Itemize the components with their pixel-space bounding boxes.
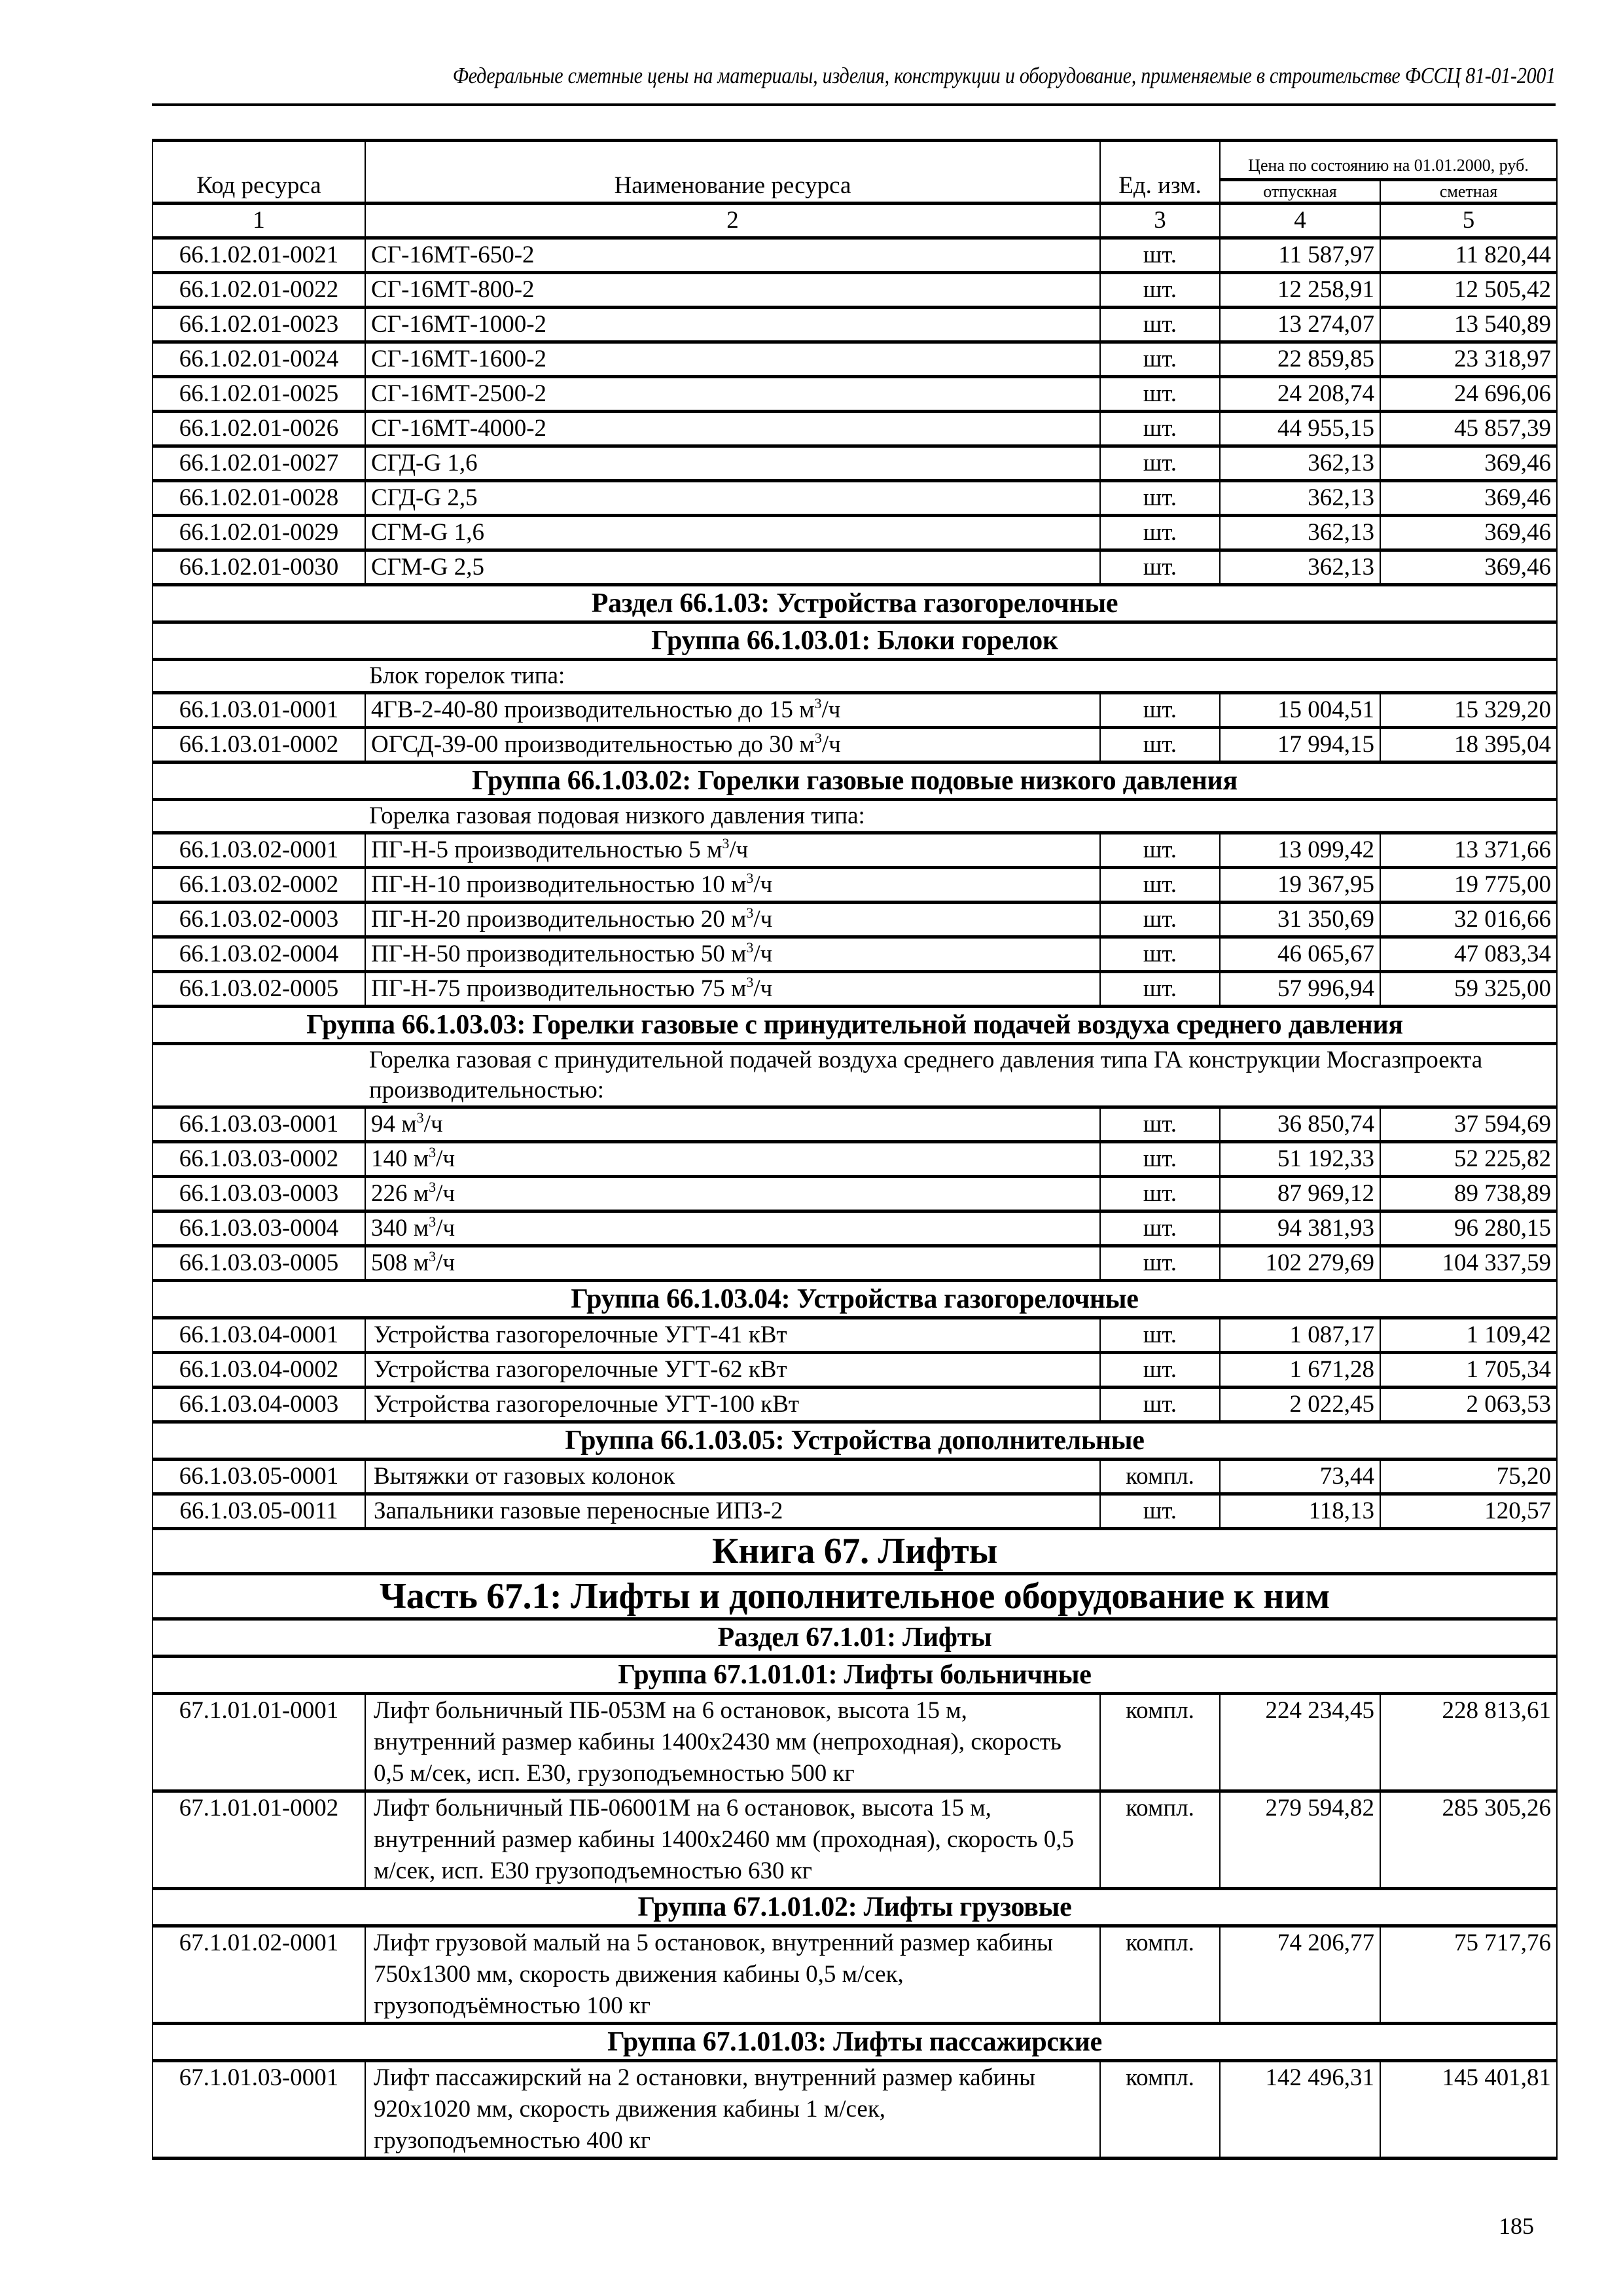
resource-name-text: Лифт больничный ПБ-053М на 6 остановок, высота 15 м, внутренний размер кабины 1400х2430 мм (непроходная), скорость 0,5 м/сек, исп. Е30, грузоподъемностью 500 кг [374, 1697, 1061, 1787]
unit-of-measure: компл. [1100, 1460, 1220, 1494]
unit-exponent: 3 [429, 1248, 437, 1265]
table-row [152, 1388, 1557, 1422]
resource-name-text: СГМ-G 1,6 [371, 519, 485, 546]
unit-of-measure: шт. [1100, 238, 1220, 273]
release-price: 1 671,28 [1220, 1353, 1380, 1388]
resource-name-text: ПГ-Н-75 производительностью 75 м [371, 975, 747, 1002]
release-price: 19 367,95 [1220, 868, 1380, 903]
resource-name-text: СГ-16МТ-2500-2 [371, 380, 547, 407]
resource-code: 66.1.03.03-0005 [152, 1246, 365, 1281]
group-note: Горелка газовая подовая низкого давления типа: [152, 800, 1557, 833]
estimate-price: 32 016,66 [1380, 903, 1557, 937]
table-row [152, 412, 1557, 446]
resource-code: 66.1.03.01-0002 [152, 728, 365, 762]
release-price: 362,13 [1220, 550, 1380, 585]
estimate-price: 369,46 [1380, 446, 1557, 481]
estimate-price: 37 594,69 [1380, 1107, 1557, 1142]
estimate-price: 120,57 [1380, 1494, 1557, 1529]
table-row [152, 1107, 1557, 1142]
resource-name [365, 728, 1100, 762]
unit-suffix: /ч [753, 975, 773, 1002]
group-heading-row [152, 1889, 1557, 1926]
resource-name-text: Лифт больничный ПБ-06001М на 6 остановок, высота 15 м, внутренний размер кабины 1400х2460 мм (проходная), скорость 0,5 м/сек, исп. Е30 грузоподъемностью 630 кг [374, 1795, 1075, 1884]
unit-exponent: 3 [722, 835, 730, 852]
estimate-price: 23 318,97 [1380, 342, 1557, 377]
table-row [152, 1142, 1557, 1177]
group-note: Блок горелок типа: [152, 660, 1557, 693]
table-row [152, 377, 1557, 412]
group-heading-row [152, 2024, 1557, 2061]
table-row [152, 1318, 1557, 1353]
table-row [152, 2061, 1557, 2159]
estimate-price: 47 083,34 [1380, 937, 1557, 972]
resource-name-text: СГМ-G 2,5 [371, 554, 485, 581]
release-price: 224 234,45 [1220, 1694, 1380, 1791]
resource-code: 66.1.03.05-0011 [152, 1494, 365, 1529]
group-note-row [152, 660, 1557, 693]
group-note-row [152, 1044, 1557, 1107]
estimate-price: 52 225,82 [1380, 1142, 1557, 1177]
estimate-price: 285 305,26 [1380, 1791, 1557, 1889]
resource-name-text: СГ-16МТ-800-2 [371, 276, 535, 303]
release-price: 142 496,31 [1220, 2061, 1380, 2159]
resource-name [365, 1211, 1100, 1246]
unit-of-measure: шт. [1100, 1142, 1220, 1177]
unit-of-measure: шт. [1100, 1107, 1220, 1142]
release-price: 74 206,77 [1220, 1926, 1380, 2024]
release-price: 118,13 [1220, 1494, 1380, 1529]
release-price: 73,44 [1220, 1460, 1380, 1494]
release-price: 87 969,12 [1220, 1177, 1380, 1211]
release-price: 279 594,82 [1220, 1791, 1380, 1889]
table-header-row [152, 141, 1557, 180]
unit-suffix: /ч [423, 1111, 443, 1138]
resource-name [365, 550, 1100, 585]
resource-name-text: СГ-16МТ-1600-2 [371, 346, 547, 372]
resource-code: 67.1.01.01-0001 [152, 1694, 365, 1791]
group-heading-row [152, 1619, 1557, 1657]
estimate-price: 96 280,15 [1380, 1211, 1557, 1246]
unit-exponent: 3 [429, 1144, 437, 1160]
resource-name [365, 1318, 1100, 1353]
unit-of-measure: шт. [1100, 516, 1220, 550]
resource-code: 67.1.01.03-0001 [152, 2061, 365, 2159]
unit-suffix: /ч [753, 906, 773, 933]
unit-exponent: 3 [814, 695, 822, 711]
section-heading: Часть 67.1: Лифты и дополнительное оборудование к ним [152, 1574, 1557, 1619]
unit-of-measure: шт. [1100, 550, 1220, 585]
resource-name-text: Запальники газовые переносные ИПЗ-2 [374, 1498, 783, 1524]
estimate-price: 75 717,76 [1380, 1926, 1557, 2024]
release-price: 46 065,67 [1220, 937, 1380, 972]
header-price-release: отпускная [1220, 180, 1380, 204]
group-note: Горелка газовая с принудительной подачей воздуха среднего давления типа ГА конструкции Мосгазпроекта производительностью: [152, 1044, 1557, 1107]
table-row [152, 937, 1557, 972]
estimate-price: 59 325,00 [1380, 972, 1557, 1007]
table-row [152, 1460, 1557, 1494]
estimate-price: 15 329,20 [1380, 693, 1557, 728]
resource-name [365, 1177, 1100, 1211]
release-price: 13 099,42 [1220, 833, 1380, 868]
estimate-price: 13 371,66 [1380, 833, 1557, 868]
header-name: Наименование ресурса [365, 141, 1100, 204]
section-heading: Группа 66.1.03.03: Горелки газовые с принудительной подачей воздуха среднего давления [152, 1007, 1557, 1044]
release-price: 17 994,15 [1220, 728, 1380, 762]
header-price-group: Цена по состоянию на 01.01.2000, руб. [1220, 141, 1557, 180]
section-heading: Группа 67.1.01.02: Лифты грузовые [152, 1889, 1557, 1926]
release-price: 362,13 [1220, 516, 1380, 550]
unit-exponent: 3 [746, 905, 754, 921]
resource-name [365, 1926, 1100, 2024]
unit-of-measure: шт. [1100, 1494, 1220, 1529]
table-row [152, 972, 1557, 1007]
unit-of-measure: шт. [1100, 972, 1220, 1007]
unit-suffix: /ч [436, 1215, 455, 1242]
resource-name [365, 693, 1100, 728]
resource-name-text: 140 м [371, 1145, 429, 1172]
table-row [152, 868, 1557, 903]
unit-of-measure: шт. [1100, 481, 1220, 516]
resource-code: 66.1.02.01-0025 [152, 377, 365, 412]
resource-code: 66.1.02.01-0026 [152, 412, 365, 446]
estimate-price: 75,20 [1380, 1460, 1557, 1494]
section-heading: Группа 66.1.03.05: Устройства дополнительные [152, 1422, 1557, 1460]
unit-suffix: /ч [436, 1145, 455, 1172]
table-row [152, 1353, 1557, 1388]
resource-code: 66.1.03.03-0003 [152, 1177, 365, 1211]
resource-name [365, 446, 1100, 481]
resource-name [365, 2061, 1100, 2159]
release-price: 51 192,33 [1220, 1142, 1380, 1177]
header-unit: Ед. изм. [1100, 141, 1220, 204]
resource-name-text: Устройства газогорелочные УГТ-100 кВт [374, 1391, 800, 1418]
resource-name-text: Лифт пассажирский на 2 остановки, внутренний размер кабины 920х1020 мм, скорость движения кабины 1 м/сек, грузоподъемностью 400 кг [374, 2064, 1035, 2154]
estimate-price: 369,46 [1380, 481, 1557, 516]
resource-code: 66.1.02.01-0027 [152, 446, 365, 481]
resource-name-text: 340 м [371, 1215, 429, 1242]
resource-code: 66.1.03.03-0001 [152, 1107, 365, 1142]
table-row [152, 238, 1557, 273]
release-price: 22 859,85 [1220, 342, 1380, 377]
resource-name [365, 1107, 1100, 1142]
estimate-price: 19 775,00 [1380, 868, 1557, 903]
section-heading: Группа 66.1.03.02: Горелки газовые подовые низкого давления [152, 762, 1557, 800]
release-price: 36 850,74 [1220, 1107, 1380, 1142]
table-row [152, 550, 1557, 585]
resource-name [365, 273, 1100, 308]
release-price: 15 004,51 [1220, 693, 1380, 728]
resource-name [365, 1791, 1100, 1889]
resource-name-text: 226 м [371, 1180, 429, 1207]
unit-exponent: 3 [429, 1179, 437, 1195]
unit-of-measure: шт. [1100, 308, 1220, 342]
unit-of-measure: шт. [1100, 1318, 1220, 1353]
estimate-price: 45 857,39 [1380, 412, 1557, 446]
part-heading-row [152, 1574, 1557, 1619]
group-heading-row [152, 622, 1557, 660]
release-price: 94 381,93 [1220, 1211, 1380, 1246]
estimate-price: 369,46 [1380, 550, 1557, 585]
resource-name [365, 1142, 1100, 1177]
resource-name [365, 377, 1100, 412]
unit-of-measure: шт. [1100, 868, 1220, 903]
resource-code: 67.1.01.02-0001 [152, 1926, 365, 2024]
unit-of-measure: шт. [1100, 903, 1220, 937]
estimate-price: 11 820,44 [1380, 238, 1557, 273]
unit-of-measure: шт. [1100, 728, 1220, 762]
release-price: 102 279,69 [1220, 1246, 1380, 1281]
section-heading: Раздел 67.1.01: Лифты [152, 1619, 1557, 1657]
resource-name-text: СГ-16МТ-650-2 [371, 242, 535, 268]
unit-of-measure: шт. [1100, 377, 1220, 412]
resource-name [365, 481, 1100, 516]
estimate-price: 18 395,04 [1380, 728, 1557, 762]
column-number: 2 [365, 204, 1100, 238]
unit-of-measure: шт. [1100, 1211, 1220, 1246]
unit-of-measure: шт. [1100, 1246, 1220, 1281]
section-heading: Группа 67.1.01.03: Лифты пассажирские [152, 2024, 1557, 2061]
column-number: 3 [1100, 204, 1220, 238]
estimate-price: 104 337,59 [1380, 1246, 1557, 1281]
header-price-estimate: сметная [1380, 180, 1557, 204]
header-rule [152, 103, 1556, 106]
estimate-price: 89 738,89 [1380, 1177, 1557, 1211]
unit-exponent: 3 [746, 974, 754, 990]
resource-name [365, 1460, 1100, 1494]
resource-name-text: Лифт грузовой малый на 5 остановок, внутренний размер кабины 750х1300 мм, скорость движения кабины 0,5 м/сек, грузоподъёмностью 100 кг [374, 1929, 1054, 2019]
unit-of-measure: шт. [1100, 937, 1220, 972]
resource-name-text: Устройства газогорелочные УГТ-62 кВт [374, 1356, 787, 1383]
group-heading-row [152, 762, 1557, 800]
unit-exponent: 3 [416, 1109, 424, 1126]
unit-of-measure: компл. [1100, 2061, 1220, 2159]
resource-name-text: ОГСД-39-00 производительностью до 30 м [371, 731, 815, 758]
resource-code: 66.1.03.05-0001 [152, 1460, 365, 1494]
resource-name-text: Вытяжки от газовых колонок [374, 1463, 675, 1490]
unit-exponent: 3 [746, 870, 754, 886]
table-row [152, 833, 1557, 868]
unit-of-measure: шт. [1100, 1177, 1220, 1211]
table-row [152, 1246, 1557, 1281]
resource-name [365, 1246, 1100, 1281]
group-heading-row [152, 585, 1557, 622]
table-row [152, 1926, 1557, 2024]
release-price: 362,13 [1220, 446, 1380, 481]
unit-exponent: 3 [746, 939, 754, 956]
estimate-price: 12 505,42 [1380, 273, 1557, 308]
section-heading: Группа 66.1.03.01: Блоки горелок [152, 622, 1557, 660]
resource-code: 66.1.03.01-0001 [152, 693, 365, 728]
resource-name [365, 1388, 1100, 1422]
resource-code: 66.1.03.02-0004 [152, 937, 365, 972]
table-row [152, 693, 1557, 728]
table-row [152, 308, 1557, 342]
unit-of-measure: шт. [1100, 273, 1220, 308]
table-row [152, 481, 1557, 516]
unit-of-measure: компл. [1100, 1791, 1220, 1889]
resource-name [365, 868, 1100, 903]
resource-name [365, 308, 1100, 342]
unit-exponent: 3 [429, 1213, 437, 1230]
unit-of-measure: компл. [1100, 1694, 1220, 1791]
estimate-price: 1 705,34 [1380, 1353, 1557, 1388]
unit-of-measure: шт. [1100, 1388, 1220, 1422]
table-row [152, 1177, 1557, 1211]
table-row [152, 1211, 1557, 1246]
resource-name [365, 972, 1100, 1007]
group-note-row [152, 800, 1557, 833]
unit-suffix: /ч [729, 836, 749, 863]
resource-code: 66.1.03.04-0003 [152, 1388, 365, 1422]
resource-code: 66.1.03.02-0002 [152, 868, 365, 903]
release-price: 11 587,97 [1220, 238, 1380, 273]
table-row [152, 273, 1557, 308]
section-heading: Книга 67. Лифты [152, 1529, 1557, 1574]
unit-suffix: /ч [436, 1180, 455, 1207]
resource-code: 66.1.02.01-0023 [152, 308, 365, 342]
group-heading-row [152, 1422, 1557, 1460]
running-header: Федеральные сметные цены на материалы, изделия, конструкции и оборудование, применяемые в строительстве ФССЦ 81-01-2001 [452, 63, 1556, 88]
resource-code: 66.1.02.01-0024 [152, 342, 365, 377]
unit-of-measure: шт. [1100, 833, 1220, 868]
unit-suffix: /ч [821, 696, 841, 723]
release-price: 13 274,07 [1220, 308, 1380, 342]
resource-code: 66.1.03.03-0002 [152, 1142, 365, 1177]
resource-name-text: СГ-16МТ-4000-2 [371, 415, 547, 442]
table-row [152, 903, 1557, 937]
resource-code: 66.1.02.01-0029 [152, 516, 365, 550]
resource-code: 66.1.03.04-0002 [152, 1353, 365, 1388]
section-heading: Раздел 66.1.03: Устройства газогорелочные [152, 585, 1557, 622]
unit-suffix: /ч [753, 871, 773, 898]
resource-code: 66.1.03.03-0004 [152, 1211, 365, 1246]
resource-code: 66.1.03.02-0001 [152, 833, 365, 868]
column-numbers-row [152, 204, 1557, 238]
header-code: Код ресурса [152, 141, 365, 204]
table-row [152, 342, 1557, 377]
release-price: 44 955,15 [1220, 412, 1380, 446]
unit-of-measure: шт. [1100, 342, 1220, 377]
group-heading-row [152, 1657, 1557, 1694]
resource-name-text: СГД-G 1,6 [371, 450, 478, 476]
release-price: 362,13 [1220, 481, 1380, 516]
estimate-price: 13 540,89 [1380, 308, 1557, 342]
unit-of-measure: шт. [1100, 1353, 1220, 1388]
estimate-price: 24 696,06 [1380, 377, 1557, 412]
column-number: 4 [1220, 204, 1380, 238]
resource-name [365, 238, 1100, 273]
unit-of-measure: шт. [1100, 693, 1220, 728]
release-price: 12 258,91 [1220, 273, 1380, 308]
resource-code: 66.1.03.02-0005 [152, 972, 365, 1007]
unit-of-measure: компл. [1100, 1926, 1220, 2024]
estimate-price: 2 063,53 [1380, 1388, 1557, 1422]
section-heading: Группа 66.1.03.04: Устройства газогорелочные [152, 1281, 1557, 1318]
resource-name-text: ПГ-Н-10 производительностью 10 м [371, 871, 747, 898]
unit-exponent: 3 [814, 730, 822, 746]
resource-name-text: СГД-G 2,5 [371, 484, 478, 511]
table-row [152, 516, 1557, 550]
column-number: 1 [152, 204, 365, 238]
resource-code: 66.1.03.04-0001 [152, 1318, 365, 1353]
unit-suffix: /ч [821, 731, 841, 758]
page-number: 185 [1499, 2213, 1534, 2239]
resource-code: 67.1.01.01-0002 [152, 1791, 365, 1889]
resource-name [365, 903, 1100, 937]
resource-name [365, 1694, 1100, 1791]
release-price: 2 022,45 [1220, 1388, 1380, 1422]
unit-of-measure: шт. [1100, 446, 1220, 481]
resource-name [365, 412, 1100, 446]
resource-code: 66.1.02.01-0021 [152, 238, 365, 273]
group-heading-row [152, 1281, 1557, 1318]
resource-name-text: 94 м [371, 1111, 417, 1138]
resource-name-text: 4ГВ-2-40-80 производительностью до 15 м [371, 696, 815, 723]
resource-code: 66.1.02.01-0022 [152, 273, 365, 308]
resource-name [365, 833, 1100, 868]
column-number: 5 [1380, 204, 1557, 238]
table-row [152, 1694, 1557, 1791]
unit-suffix: /ч [753, 941, 773, 967]
resource-code: 66.1.02.01-0030 [152, 550, 365, 585]
resource-name-text: Устройства газогорелочные УГТ-41 кВт [374, 1321, 787, 1348]
resource-name-text: ПГ-Н-20 производительностью 20 м [371, 906, 747, 933]
table-row [152, 1494, 1557, 1529]
table-row [152, 728, 1557, 762]
resource-name [365, 342, 1100, 377]
resource-name-text: ПГ-Н-50 производительностью 50 м [371, 941, 747, 967]
release-price: 31 350,69 [1220, 903, 1380, 937]
price-table [152, 139, 1558, 2160]
resource-code: 66.1.03.02-0003 [152, 903, 365, 937]
estimate-price: 145 401,81 [1380, 2061, 1557, 2159]
resource-name [365, 937, 1100, 972]
resource-name [365, 1494, 1100, 1529]
group-heading-row [152, 1007, 1557, 1044]
release-price: 57 996,94 [1220, 972, 1380, 1007]
release-price: 24 208,74 [1220, 377, 1380, 412]
resource-name-text: СГ-16МТ-1000-2 [371, 311, 547, 338]
estimate-price: 369,46 [1380, 516, 1557, 550]
book-heading-row [152, 1529, 1557, 1574]
resource-code: 66.1.02.01-0028 [152, 481, 365, 516]
resource-name [365, 1353, 1100, 1388]
unit-of-measure: шт. [1100, 412, 1220, 446]
table-row [152, 1791, 1557, 1889]
section-heading: Группа 67.1.01.01: Лифты больничные [152, 1657, 1557, 1694]
estimate-price: 1 109,42 [1380, 1318, 1557, 1353]
resource-name [365, 516, 1100, 550]
release-price: 1 087,17 [1220, 1318, 1380, 1353]
estimate-price: 228 813,61 [1380, 1694, 1557, 1791]
resource-name-text: 508 м [371, 1249, 429, 1276]
unit-suffix: /ч [436, 1249, 455, 1276]
table-row [152, 446, 1557, 481]
resource-name-text: ПГ-Н-5 производительностью 5 м [371, 836, 722, 863]
